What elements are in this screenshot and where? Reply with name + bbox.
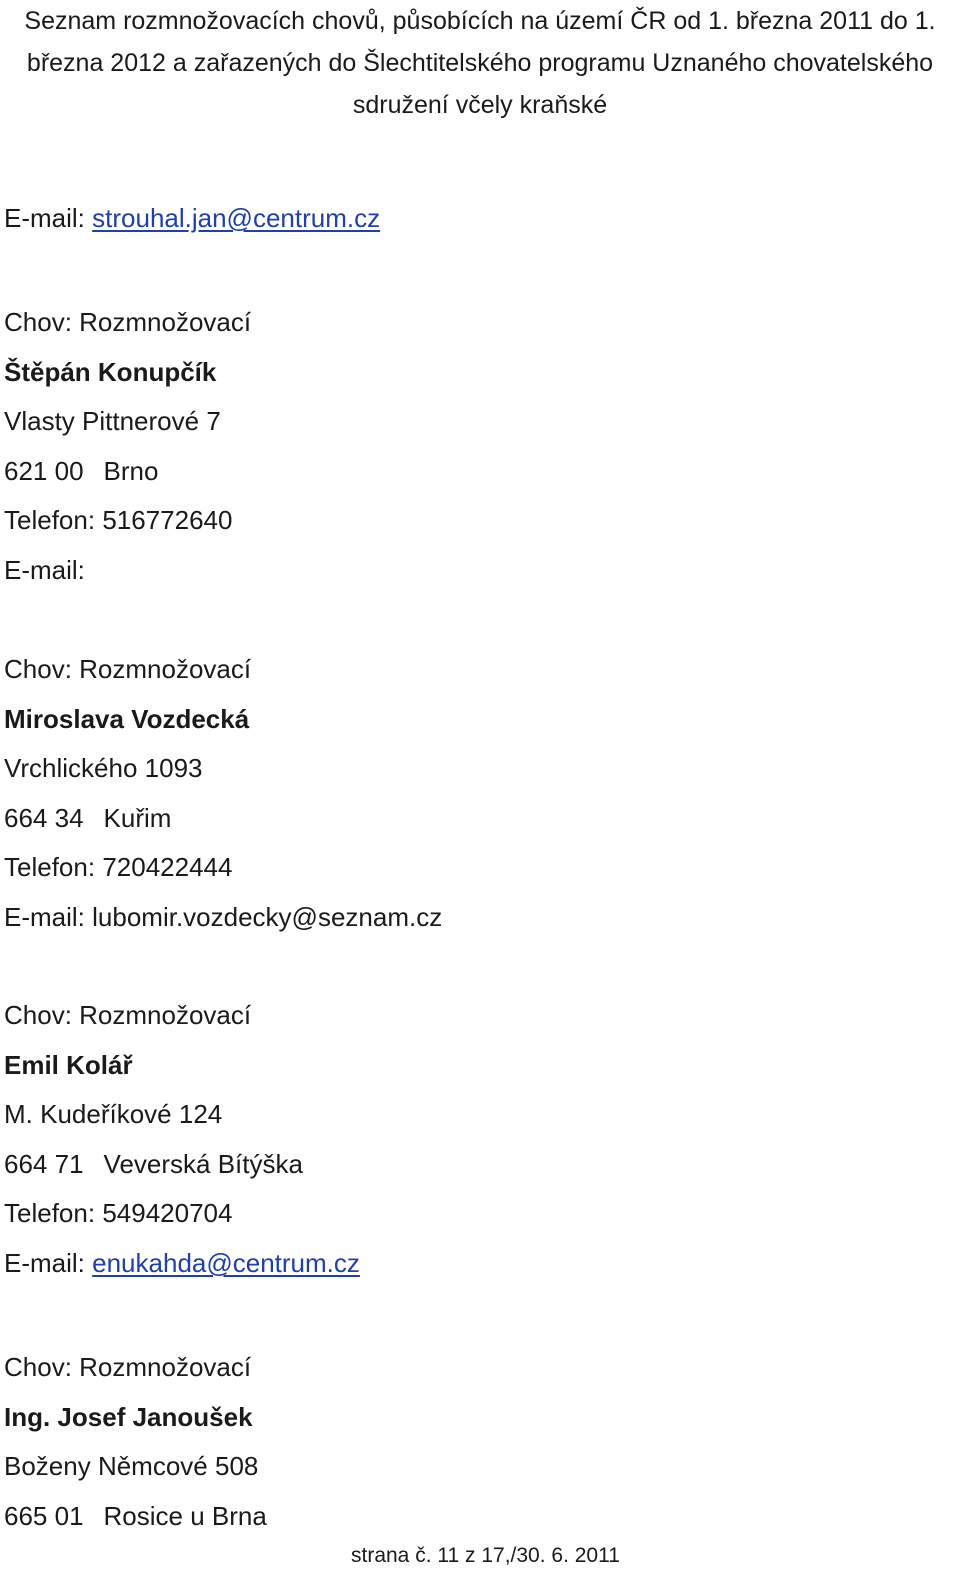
breeder-phone-label: Telefon: (4, 1198, 96, 1229)
breeder-name: Štěpán Konupčík (4, 356, 217, 387)
breeder-name: Emil Kolář (4, 1049, 133, 1080)
breeder-entry (4, 645, 442, 943)
breeder-chov-type: Chov: Rozmnožovací (4, 654, 252, 684)
breeder-zip: 664 71 (4, 1148, 84, 1179)
breeder-phone: 549420704 (102, 1198, 233, 1229)
breeder-name: Miroslava Vozdecká (4, 703, 250, 734)
breeder-entry (4, 1343, 267, 1541)
breeder-name: Ing. Josef Janoušek (4, 1401, 253, 1432)
breeder-phone: 720422444 (102, 852, 233, 883)
breeder-entry (4, 298, 251, 596)
breeder-chov-type: Chov: Rozmnožovací (4, 1352, 252, 1382)
breeder-city: Kuřim (103, 802, 172, 833)
breeder-street: Vlasty Pittnerové 7 (4, 406, 221, 437)
breeder-zip: 621 00 (4, 455, 84, 486)
document-title: Seznam rozmnožovacích chovů, působících na území ČR od 1. března 2011 do 1. března 2012 a zařazených do Šlechtitelského programu Uznaného chovatelského sdružení včely kraňské (24, 7, 936, 119)
breeder-zip: 665 01 (4, 1500, 84, 1531)
breeder-zip-city (4, 794, 442, 844)
breeder-street: M. Kudeříkové 124 (4, 1099, 223, 1130)
breeder-email-link[interactable]: enukahda@centrum.cz (92, 1247, 360, 1278)
breeder-chov-type: Chov: Rozmnožovací (4, 1000, 252, 1030)
breeder-street: Boženy Němcové 508 (4, 1451, 259, 1482)
breeder-email-label: E-mail: (4, 554, 85, 585)
breeder-entry (4, 991, 360, 1289)
breeder-email-label: E-mail: (4, 901, 85, 932)
breeder-city: Veverská Bítýška (103, 1148, 303, 1179)
intro-email-line (4, 198, 380, 238)
breeder-street: Vrchlického 1093 (4, 753, 203, 784)
breeder-zip-city (4, 1140, 360, 1190)
breeder-email-line (4, 546, 251, 596)
breeder-email-line (4, 1239, 360, 1289)
breeder-email-line (4, 893, 442, 943)
breeder-phone-line (4, 843, 442, 893)
breeder-zip-city (4, 1492, 267, 1542)
breeder-phone-label: Telefon: (4, 505, 96, 536)
breeder-email: lubomir.vozdecky@seznam.cz (92, 901, 443, 932)
breeder-email-label: E-mail: (4, 1247, 85, 1278)
page-footer: strana č. 11 z 17,/30. 6. 2011 (351, 1544, 620, 1567)
breeder-city: Brno (103, 455, 159, 486)
breeder-chov-type: Chov: Rozmnožovací (4, 307, 252, 337)
breeder-zip-city (4, 447, 251, 497)
intro-email-link[interactable]: strouhal.jan@centrum.cz (92, 203, 381, 233)
breeder-phone-line (4, 496, 251, 546)
breeder-zip: 664 34 (4, 802, 84, 833)
breeder-phone-line (4, 1189, 360, 1239)
breeder-phone: 516772640 (102, 505, 233, 536)
intro-email-label: E-mail: (4, 203, 85, 233)
breeder-city: Rosice u Brna (103, 1500, 267, 1531)
breeder-phone-label: Telefon: (4, 852, 96, 883)
